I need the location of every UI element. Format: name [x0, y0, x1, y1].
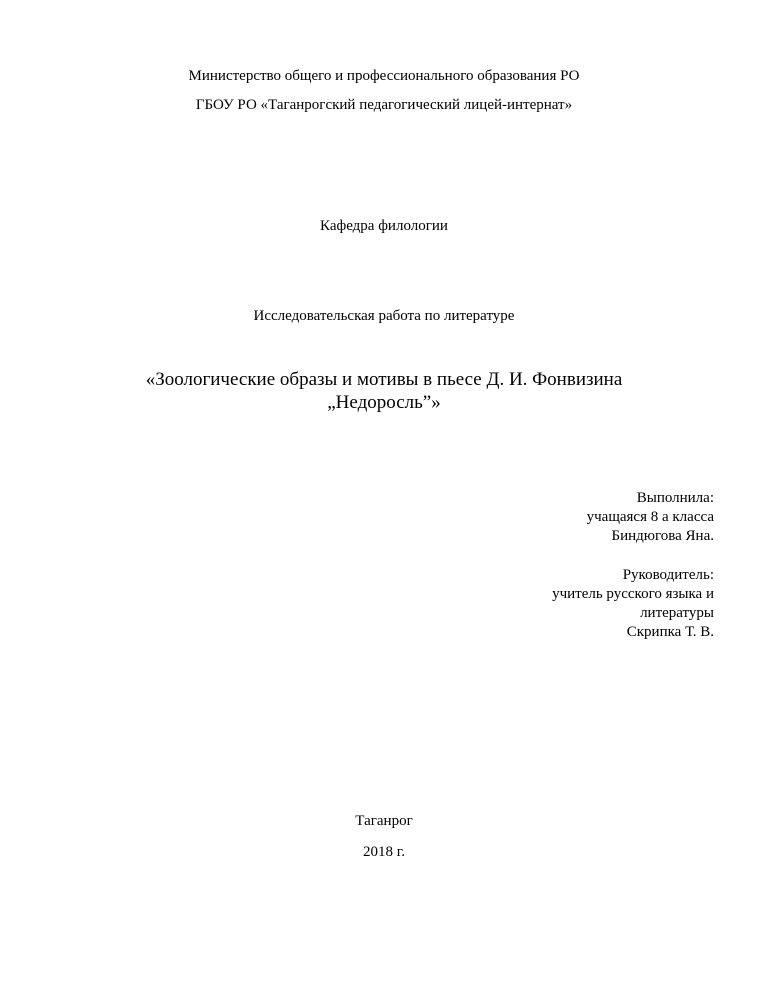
performer-role: учащаяся 8 а класса: [586, 509, 714, 525]
supervisor-name: Скрипка Т. В.: [626, 624, 714, 640]
work-title-line-2: „Недоросль”»: [327, 392, 441, 413]
year: 2018 г.: [363, 844, 405, 860]
performer-block: [587, 489, 714, 546]
supervisor-label: Руководитель:: [622, 567, 714, 583]
supervisor-role-line-2: литературы: [640, 605, 714, 621]
supervisor-role-line-1: учитель русского языка и: [552, 586, 714, 602]
city-name: Таганрог: [355, 813, 413, 829]
work-title: [0, 368, 768, 414]
department-name: Кафедра филологии: [320, 218, 448, 234]
supervisor-block: [552, 566, 714, 642]
work-title-line-1: «Зоологические образы и мотивы в пьесе Д. И. Фонвизина: [145, 369, 623, 390]
performer-name: Биндюгова Яна.: [611, 528, 714, 544]
performer-label: Выполнила:: [636, 490, 714, 506]
work-type: Исследовательская работа по литературе: [253, 308, 515, 324]
ministry-name: Министерство общего и профессионального образования РО: [188, 68, 580, 84]
school-name: ГБОУ РО «Таганрогский педагогический лицей-интернат»: [195, 97, 573, 113]
